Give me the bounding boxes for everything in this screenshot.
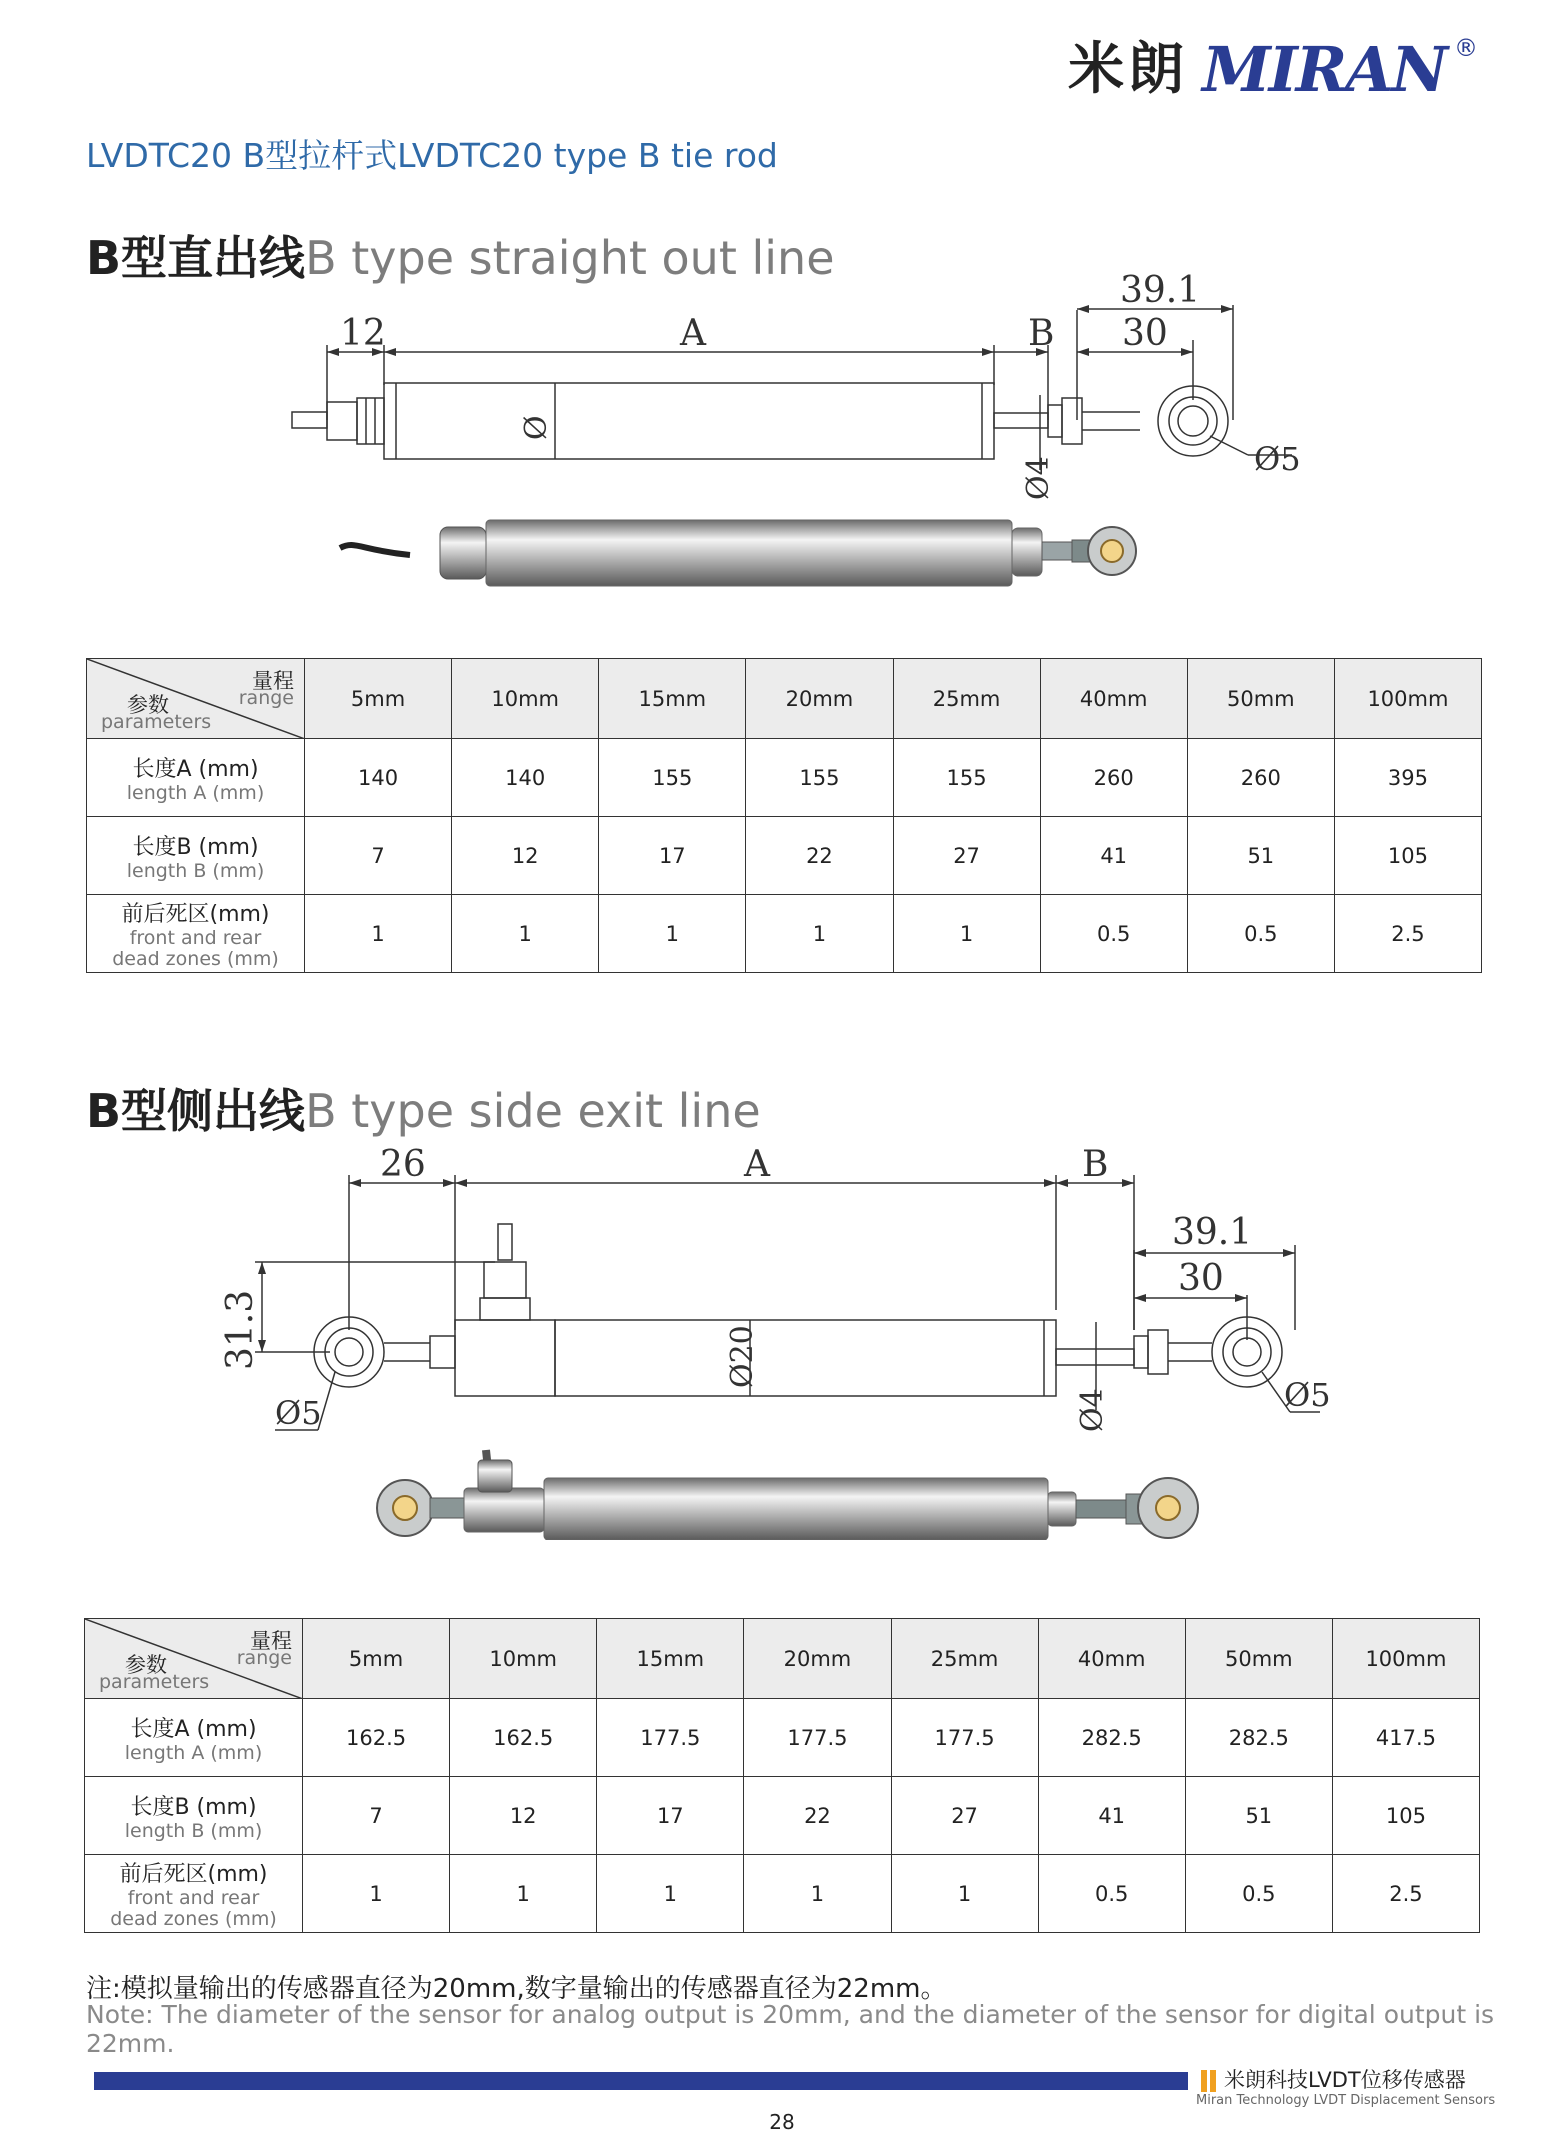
table-cell: 0.5 [1187,895,1334,973]
table-cell: 7 [303,1777,450,1855]
row-label-length-a [87,739,305,817]
table-cell: 1 [893,895,1040,973]
footer-bar [94,2072,1188,2090]
table-cell: 162.5 [450,1699,597,1777]
dim-phi20: Ø20 [725,1325,760,1388]
table-row-dead-zone [87,895,1482,973]
row-label-length-a [85,1699,303,1777]
table-cell: 1 [597,1855,744,1933]
table-cell: 282.5 [1038,1699,1185,1777]
table-cell: 1 [450,1855,597,1933]
table-cell: 105 [1334,817,1481,895]
table-cell: 7 [305,817,452,895]
table-cell: 395 [1334,739,1481,817]
dim-39-1: 39.1 [1120,270,1201,311]
table-cell: 162.5 [303,1699,450,1777]
spec-table-1 [86,658,1482,973]
table-corner-cell [87,659,305,739]
table-cell: 0.5 [1038,1855,1185,1933]
param-label-cn: 参数 [125,1653,167,1677]
table-cell: 417.5 [1332,1699,1479,1777]
range-header: 20mm [744,1619,891,1699]
range-header: 100mm [1334,659,1481,739]
row-label-en: length A (mm) [126,781,265,804]
row-label-cn: 前后死区(mm) [121,902,270,927]
table-row-length-a [85,1699,1480,1777]
table-cell: 0.5 [1040,895,1187,973]
note-en: Note: The diameter of the sensor for analog output is 20mm, and the diameter of the sensor for digital output is 22mm. [86,2000,1495,2058]
brand-logo [1068,33,1484,106]
table-cell: 1 [746,895,893,973]
range-label-cn: 量程 [250,1629,292,1653]
footer-title-cn: 米朗科技LVDT位移传感器 [1224,2068,1466,2092]
table-row-length-a [87,739,1482,817]
range-header: 15mm [599,659,746,739]
row-label-cn: 长度B (mm) [130,1794,257,1820]
row-label-dead-zone [85,1855,303,1933]
dim-30: 30 [1122,313,1168,354]
range-header: 25mm [891,1619,1038,1699]
section2-drawing [0,1140,1564,1540]
table-cell: 0.5 [1185,1855,1332,1933]
dim-phi4: Ø4 [1075,1388,1110,1432]
table-cell: 177.5 [744,1699,891,1777]
table-cell: 51 [1187,817,1334,895]
dim-phi5: Ø5 [1254,440,1301,478]
dim-31-3: 31.3 [220,1289,261,1370]
range-label-en: range [236,1647,292,1669]
footer-accent [1201,2070,1207,2092]
table-header-row [87,659,1482,739]
section1-title-cn: B型直出线 [86,231,306,285]
row-label-en: length B (mm) [124,1819,263,1842]
table-cell: 140 [305,739,452,817]
document-title: LVDTC20 B型拉杆式LVDTC20 type B tie rod [86,136,778,175]
table-cell: 155 [893,739,1040,817]
table-cell: 177.5 [597,1699,744,1777]
table-cell: 155 [746,739,893,817]
table-cell: 1 [891,1855,1038,1933]
table-cell: 105 [1332,1777,1479,1855]
row-label-en: dead zones (mm) [112,948,279,970]
table-cell: 1 [452,895,599,973]
table-cell: 1 [303,1855,450,1933]
param-label-cn: 参数 [127,693,169,717]
row-label-dead-zone [87,895,305,973]
row-label-en: length B (mm) [126,859,265,882]
dim-phi4: Ø4 [1021,456,1056,500]
range-header: 100mm [1332,1619,1479,1699]
section1-drawing [0,270,1564,610]
section2-title-cn: B型侧出线 [86,1084,306,1138]
row-label-cn: 长度B (mm) [132,834,259,860]
range-header: 5mm [305,659,452,739]
row-label-cn: 长度A (mm) [132,756,259,782]
dim-12: 12 [340,313,386,354]
range-label-en: range [238,687,294,709]
section2-title-en: B type side exit line [305,1084,761,1138]
sensor-photo-2 [377,1450,1198,1540]
spec-table-2 [84,1618,1480,1933]
page-number: 28 [769,2110,795,2134]
table-cell: 22 [744,1777,891,1855]
table-cell: 12 [452,817,599,895]
table-cell: 17 [597,1777,744,1855]
sensor-photo-1 [340,520,1136,586]
dim-a: A [680,313,706,354]
dim-30: 30 [1178,1258,1224,1299]
range-header: 50mm [1187,659,1334,739]
table-row-length-b [87,817,1482,895]
row-label-cn: 前后死区(mm) [119,1862,268,1887]
footer-title-en: Miran Technology LVDT Displacement Sensors [1196,2093,1496,2108]
table-cell: 260 [1187,739,1334,817]
note-cn: 注:模拟量输出的传感器直径为20mm,数字量输出的传感器直径为22mm。 [86,1974,947,2004]
table-cell: 2.5 [1332,1855,1479,1933]
dim-b: B [1028,313,1055,354]
section1-title-en: B type straight out line [305,231,835,285]
range-header: 25mm [893,659,1040,739]
param-label-en: parameters [99,1671,210,1693]
table-cell: 260 [1040,739,1187,817]
table-cell: 1 [744,1855,891,1933]
param-label-en: parameters [101,711,212,733]
table-cell: 27 [893,817,1040,895]
footer-accent [1210,2070,1216,2092]
registered-mark: ® [1454,34,1478,62]
range-label-cn: 量程 [252,669,294,693]
range-header: 40mm [1038,1619,1185,1699]
range-header: 15mm [597,1619,744,1699]
table-row-length-b [85,1777,1480,1855]
table-cell: 41 [1038,1777,1185,1855]
table-cell: 282.5 [1185,1699,1332,1777]
section2-title [86,1075,761,1141]
brand-name-cn: 米朗 [1068,37,1189,102]
dim-phi5-left: Ø5 [275,1394,322,1432]
range-header: 10mm [452,659,599,739]
dim-phi: Ø [519,415,554,440]
dim-26: 26 [380,1144,426,1185]
table-cell: 140 [452,739,599,817]
dim-phi5-right: Ø5 [1284,1376,1331,1414]
row-label-length-b [85,1777,303,1855]
row-label-en: dead zones (mm) [110,1908,277,1930]
range-header: 10mm [450,1619,597,1699]
table-row-dead-zone [85,1855,1480,1933]
table-cell: 1 [305,895,452,973]
table-cell: 155 [599,739,746,817]
dim-a: A [744,1144,770,1185]
table-cell: 41 [1040,817,1187,895]
table-corner-cell [85,1619,303,1699]
range-header: 20mm [746,659,893,739]
row-label-en: front and rear [129,927,262,949]
row-label-cn: 长度A (mm) [130,1716,257,1742]
row-label-length-b [87,817,305,895]
dim-b: B [1082,1144,1109,1185]
row-label-en: length A (mm) [124,1741,263,1764]
range-header: 5mm [303,1619,450,1699]
table-cell: 22 [746,817,893,895]
range-header: 40mm [1040,659,1187,739]
table-header-row [85,1619,1480,1699]
table-cell: 1 [599,895,746,973]
table-cell: 27 [891,1777,1038,1855]
row-label-en: front and rear [127,1887,260,1909]
table-cell: 51 [1185,1777,1332,1855]
table-cell: 17 [599,817,746,895]
table-cell: 177.5 [891,1699,1038,1777]
table-cell: 2.5 [1334,895,1481,973]
range-header: 50mm [1185,1619,1332,1699]
brand-name-en: MIRAN [1202,33,1446,106]
table-cell: 12 [450,1777,597,1855]
dim-39-1: 39.1 [1172,1212,1253,1253]
